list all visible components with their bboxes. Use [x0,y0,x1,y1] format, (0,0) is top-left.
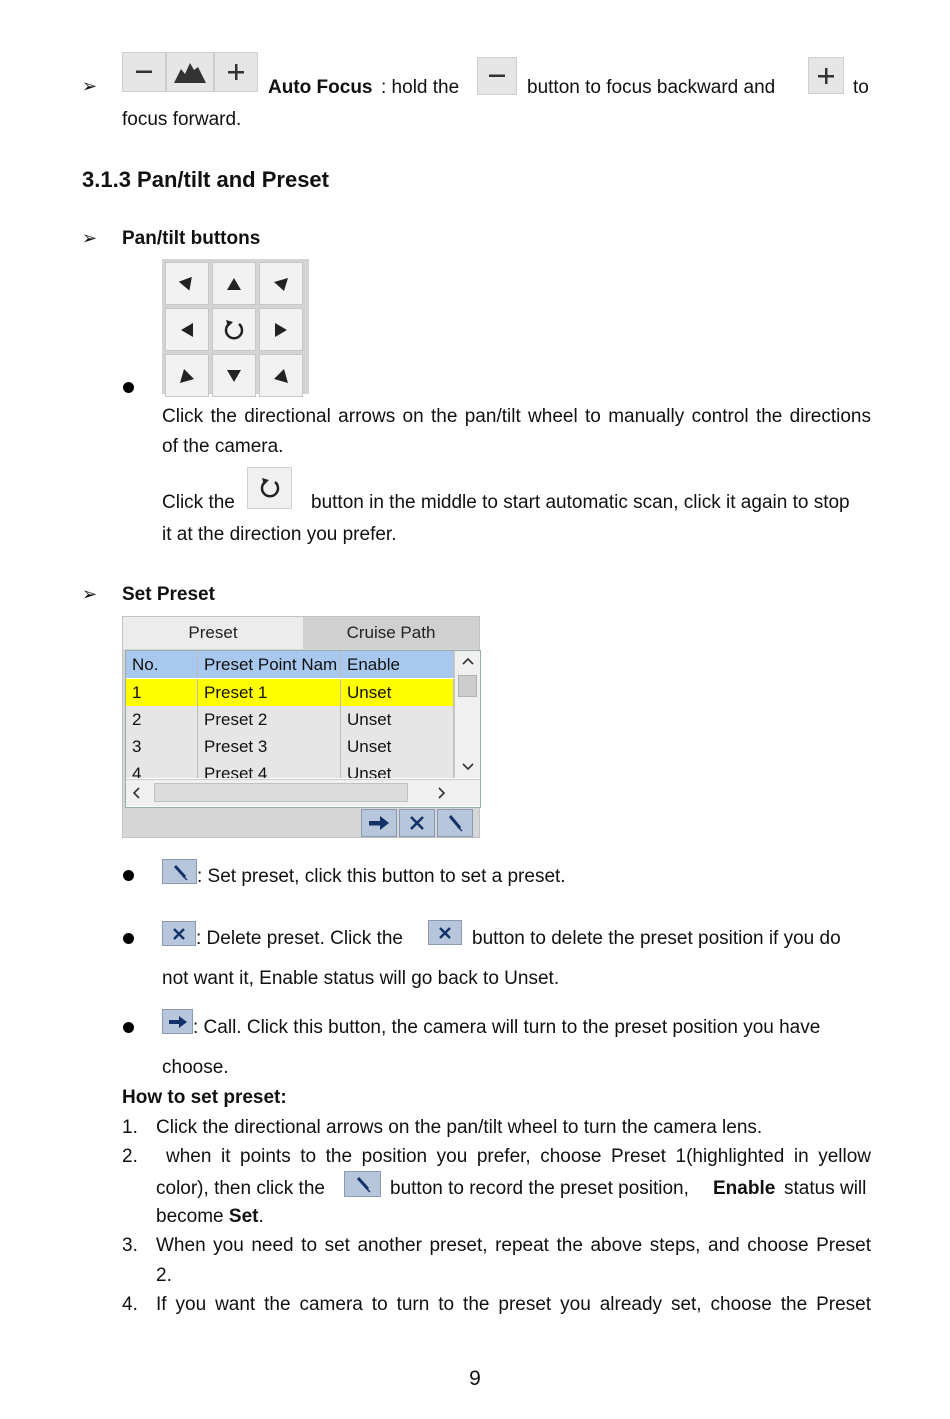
pencil-icon [171,863,189,881]
arrow-right-icon [275,323,287,337]
pantilt-para-1a: Click the directional arrows on the pan/tilt wheel to manually control the directions [162,406,871,427]
bullet-dot [123,382,134,393]
column-header-enable: Enable [341,651,454,678]
inline-minus-button [477,57,517,95]
focus-text-3: to [853,77,869,98]
step-2-text-c: button to record the preset position, [390,1178,689,1199]
arrow-up-left-icon [179,276,195,292]
step-2-period: . [258,1206,264,1227]
row-name: Preset 1 [198,679,341,706]
focus-button-group [122,52,258,92]
focus-text-2: button to focus backward and [527,77,776,98]
step-2-text-a: when it points to the position you prefer, choose Preset 1(highlighted in yellow [166,1146,871,1167]
inline-plus-button [808,57,844,94]
column-header-no: No. [126,651,198,678]
call-preset-button[interactable] [361,809,397,837]
step-number: 1. [122,1117,138,1138]
bullet-delete-text-c: not want it, Enable status will go back to Unset. [162,968,560,989]
bullet-set-text: : Set preset, click this button to set a preset. [197,866,566,887]
chevron-right-icon [438,787,446,799]
row-no: 2 [126,706,198,733]
step-1-text: Click the directional arrows on the pan/tilt wheel to turn the camera lens. [156,1117,763,1138]
step-number: 2. [122,1146,138,1167]
bullet-delete-text-b: button to delete the preset position if you do [472,928,841,949]
step-3-text-b: 2. [156,1265,172,1286]
focus-text-1: : hold the [381,77,460,98]
pantilt-para-1b: of the camera. [162,436,284,457]
row-enable: Unset [341,733,454,760]
scrollbar-thumb[interactable] [154,783,408,802]
bullet-call-text-a: : Call. Click this button, the camera will turn to the preset position you have [193,1017,821,1038]
arrow-left-icon [181,323,193,337]
pan-down-left-button[interactable] [165,354,209,397]
step-2-text-b: color), then click the [156,1178,325,1199]
step-3-text-a: When you need to set another preset, repeat the above steps, and choose Preset [156,1235,871,1256]
focus-text-4: focus forward. [122,109,242,130]
plus-icon [228,64,244,80]
row-name: Preset 3 [198,733,341,760]
pan-right-button[interactable] [259,308,303,351]
howto-title: How to set preset: [122,1087,287,1108]
step-2-text-f: become [156,1206,224,1227]
row-name: Preset 2 [198,706,341,733]
inline-auto-scan-button [247,467,292,509]
row-enable: Unset [341,679,454,706]
set-preset-button[interactable] [437,809,473,837]
row-name: Preset 4 [198,760,341,779]
bullet-delete-text-a: : Delete preset. Click the [196,928,403,949]
tilt-down-button[interactable] [212,354,256,397]
auto-focus-label: Auto Focus [268,77,373,98]
pan-left-button[interactable] [165,308,209,351]
tab-cruise-path[interactable]: Cruise Path [303,617,479,649]
bullet-dot [123,870,134,881]
minus-icon [489,74,505,78]
step-2-enable: Enable [713,1178,776,1199]
arrow-right-icon [368,816,390,830]
step-2-set: Set [228,1206,259,1227]
table-row[interactable] [126,706,454,734]
step-number: 4. [122,1294,138,1315]
rotate-icon [222,318,246,342]
pantilt-para-2b: button in the middle to start automatic scan, click it again to stop [311,492,850,513]
tilt-up-button[interactable] [212,262,256,305]
scrollbar-thumb[interactable] [458,675,477,697]
focus-plus-button[interactable] [214,52,258,92]
pan-down-right-button[interactable] [259,354,303,397]
arrow-up-right-icon [273,276,289,292]
page-number: 9 [469,1367,481,1390]
close-icon [409,815,425,831]
pencil-icon [354,1175,372,1193]
bullet-dot [123,1022,134,1033]
step-2-text-e: status will [784,1178,867,1199]
focus-minus-button[interactable] [122,52,166,92]
chevron-up-icon [462,657,474,665]
step-number: 3. [122,1235,138,1256]
row-no: 3 [126,733,198,760]
table-row[interactable] [126,760,454,779]
close-icon [172,927,186,941]
delete-preset-button[interactable] [399,809,435,837]
plus-icon [818,68,834,84]
vertical-scrollbar[interactable] [454,651,481,778]
row-enable: Unset [341,706,454,733]
chevron-left-icon [132,787,140,799]
arrow-down-icon [227,370,241,382]
tab-preset[interactable]: Preset [123,617,303,649]
pan-up-left-button[interactable] [165,262,209,305]
inline-delete-icon [428,920,462,945]
pantilt-wheel [162,259,309,394]
minus-icon [136,70,152,74]
bullet-call-text-b: choose. [162,1057,229,1078]
rotate-icon [258,476,282,500]
section-heading: 3.1.3 Pan/tilt and Preset [82,167,329,192]
inline-set-icon [162,859,197,884]
row-enable: Unset [341,760,454,779]
preset-panel [122,616,480,838]
table-row[interactable] [126,679,454,706]
pantilt-para-2c: it at the direction you prefer. [162,524,397,545]
column-header-name: Preset Point Nam [198,651,341,678]
pencil-icon [445,813,465,833]
preset-heading: Set Preset [122,584,215,605]
inline-delete-icon [162,921,196,946]
inline-call-icon [162,1009,193,1034]
row-no: 1 [126,679,198,706]
bullet-dot [123,933,134,944]
close-icon [438,926,452,940]
arrow-up-icon [227,278,241,290]
auto-scan-button[interactable] [212,308,256,351]
pantilt-heading: Pan/tilt buttons [122,228,261,249]
pantilt-para-2a: Click the [162,492,235,513]
bullet-arrow: ➢ [82,584,98,604]
horizontal-scrollbar[interactable] [126,779,480,806]
bullet-arrow: ➢ [82,76,98,96]
inline-set-icon [344,1171,381,1197]
arrow-right-icon [168,1016,188,1028]
mountain-icon [173,59,207,85]
auto-focus-button[interactable] [166,52,214,92]
table-header [126,651,454,678]
arrow-down-left-icon [179,368,195,384]
chevron-down-icon [462,763,474,771]
row-no: 4 [126,760,198,779]
table-row[interactable] [126,733,454,761]
arrow-down-right-icon [273,368,289,384]
step-2-line-3 [156,1206,264,1228]
pan-up-right-button[interactable] [259,262,303,305]
bullet-arrow: ➢ [82,228,98,248]
preset-table [125,650,481,808]
step-4-text: If you want the camera to turn to the preset you already set, choose the Preset [156,1294,871,1315]
